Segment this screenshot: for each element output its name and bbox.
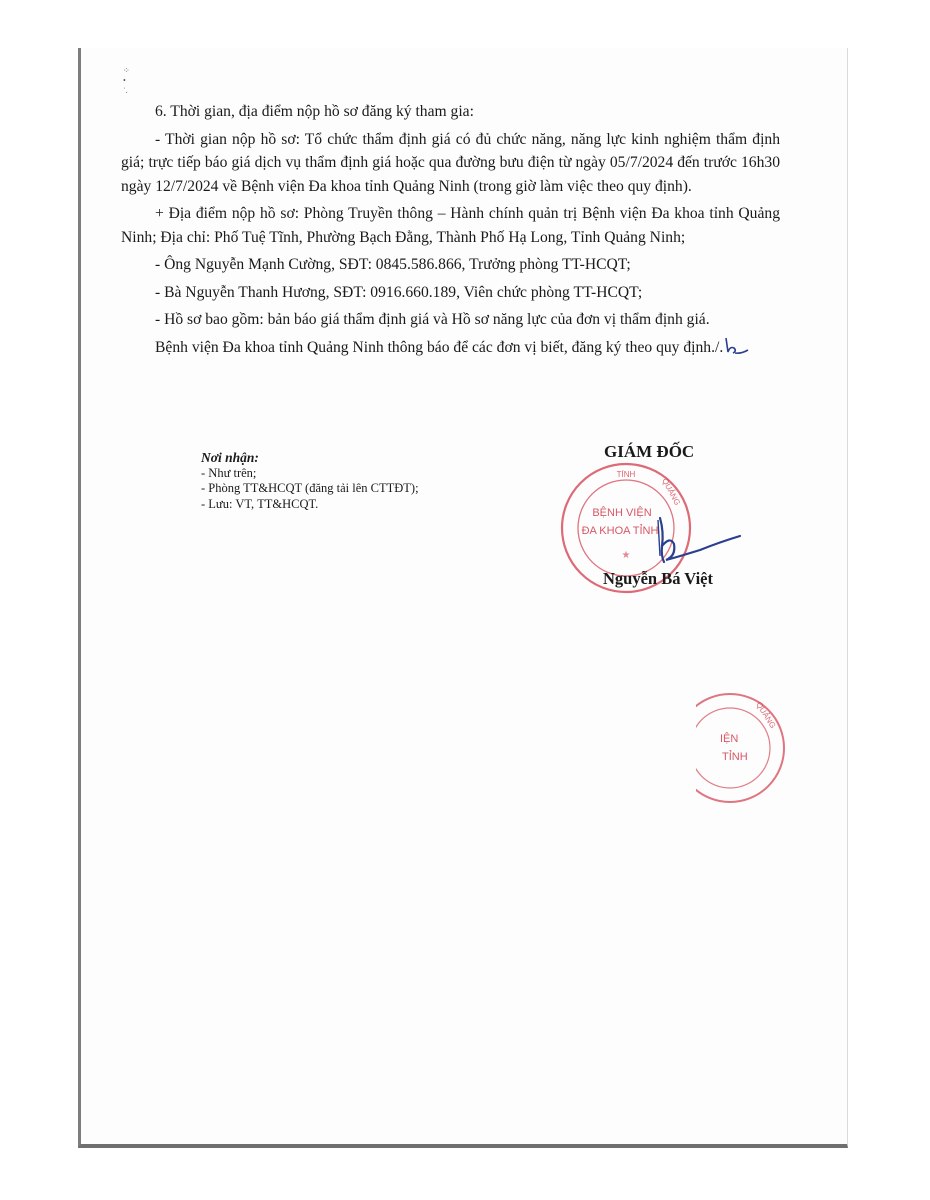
closing-text: Bệnh viện Đa khoa tỉnh Quảng Ninh thông báo để các đơn vị biết, đăng ký theo quy định./. (155, 338, 724, 356)
contact-item-1: - Ông Nguyễn Mạnh Cường, SĐT: 0845.586.866, Trưởng phòng TT-HCQT; (155, 256, 631, 273)
submission-time-item: - Thời gian nộp hồ sơ: Tổ chức thẩm định giá có đủ chức năng, năng lực kinh nghiệm thẩm định giá; trực tiếp báo giá dịch vụ thẩm định giá hoặc qua đường bưu điện từ ngày 05/7/2024 đến trước 16h30 ngày 12/7/2024 về Bệnh viện Đa khoa tỉnh Quảng Ninh (trong giờ làm việc theo quy định). (121, 130, 780, 195)
stamp-top-text: TỈNH (616, 470, 636, 479)
submission-place-item: + Địa điểm nộp hồ sơ: Phòng Truyền thông – Hành chính quản trị Bệnh viện Đa khoa tỉnh Quảng Ninh; Địa chỉ: Phố Tuệ Tĩnh, Phường Bạch Đằng, Thành Phố Hạ Long, Tỉnh Quảng Ninh; (121, 205, 780, 246)
partial-stamp-line-2: TỈNH (722, 751, 748, 763)
director-signature (640, 512, 750, 572)
partial-stamp-side-text: QUẢNG (754, 700, 778, 730)
recipients-heading: Nơi nhận: (201, 450, 259, 465)
stamp-line-2: ĐA KHOA TỈNH (581, 525, 659, 537)
partial-stamp (696, 688, 786, 808)
contact-item-2: - Bà Nguyễn Thanh Hương, SĐT: 0916.660.189, Viên chức phòng TT-HCQT; (155, 283, 643, 301)
partial-stamp-line-1: IỆN (720, 733, 739, 745)
closing-paragraph (121, 336, 780, 360)
documents-item: - Hồ sơ bao gồm: bản báo giá thẩm định giá và Hồ sơ năng lực của đơn vị thẩm định giá. (155, 311, 710, 328)
recipient-item: - Như trên; (201, 465, 257, 480)
section-heading: 6. Thời gian, địa điểm nộp hồ sơ đăng ký tham gia: (155, 103, 474, 120)
signer-title: GIÁM ĐỐC (604, 442, 695, 461)
initial-mark-icon (723, 336, 749, 356)
recipient-item: - Lưu: VT, TT&HCQT. (201, 496, 319, 511)
stamp-star: ★ (621, 550, 631, 561)
document-body (121, 100, 780, 359)
recipients-block (201, 450, 419, 512)
stamp-line-1: BỆNH VIỆN (592, 507, 652, 519)
recipient-item: - Phòng TT&HCQT (đăng tải lên CTTĐT); (201, 481, 419, 495)
scan-specks: ⁘ • ˙. (123, 66, 130, 95)
signer-name: Nguyễn Bá Việt (603, 569, 714, 588)
stamp-side-text: QUẢNG (660, 476, 682, 507)
